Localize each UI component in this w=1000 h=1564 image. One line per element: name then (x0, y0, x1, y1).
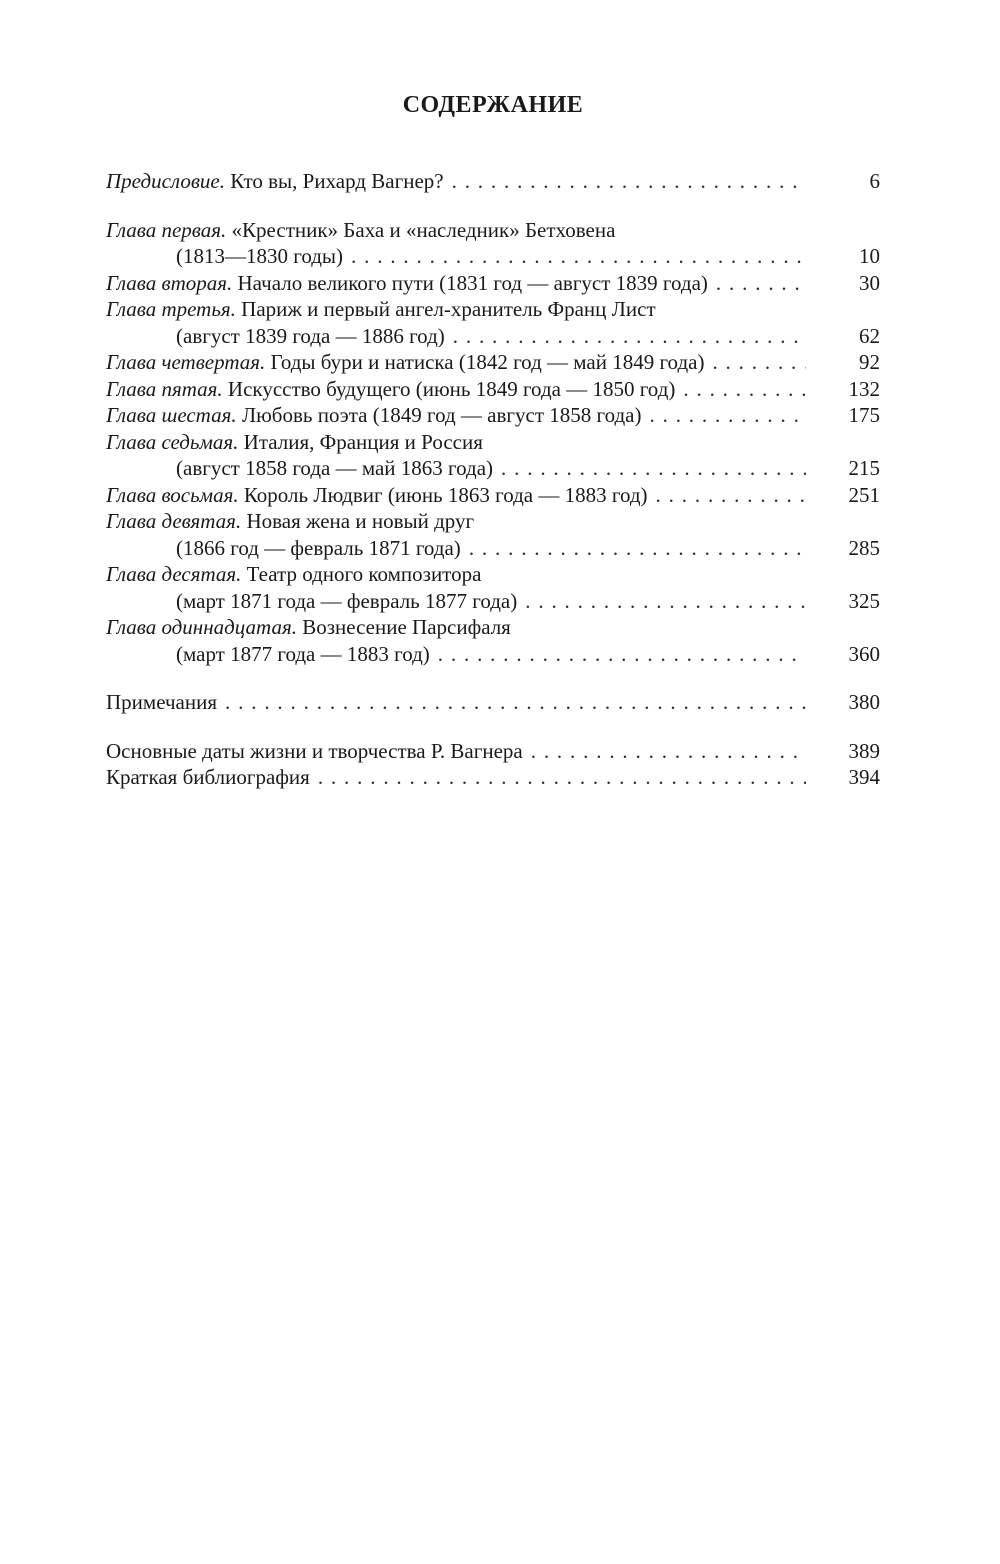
entry-subtitle: (март 1871 года — февраль 1877 года) (176, 588, 518, 613)
page-number: 389 (848, 738, 880, 763)
entry-subtitle: (август 1858 года — май 1863 года) (176, 456, 494, 480)
page-number: 175 (848, 403, 880, 427)
toc-entry-preface[interactable] (106, 168, 880, 195)
entry-title: Начало великого пути (1831 год — август 1839 года) (232, 270, 708, 295)
entry-prefix: Предисловие. (106, 169, 226, 193)
entry-title: Театр одного композитора (241, 562, 482, 586)
dot-leader (525, 588, 806, 615)
entry-title: Вознесение Парсифаля (296, 615, 511, 639)
toc-entry-chapter-3[interactable] (106, 296, 880, 349)
entry-prefix: Глава шестая. (106, 403, 237, 427)
entry-title: Король Людвиг (июнь 1863 года — 1883 год) (238, 482, 648, 507)
dot-leader (650, 402, 807, 429)
entry-prefix: Глава пятая. (106, 376, 223, 401)
dot-leader (318, 764, 806, 791)
entry-prefix: Глава девятая. (106, 509, 242, 533)
table-of-contents (106, 168, 880, 791)
page-number: 360 (848, 641, 880, 666)
page-number: 251 (848, 482, 880, 507)
entry-title: Примечания (106, 690, 218, 714)
entry-prefix: Глава третья. (106, 297, 236, 321)
entry-prefix: Глава десятая. (106, 562, 242, 586)
page-number: 394 (848, 765, 880, 789)
dot-leader (712, 349, 806, 376)
entry-prefix: Глава седьмая. (106, 429, 239, 454)
dot-leader (351, 243, 806, 270)
dot-leader (501, 455, 806, 482)
toc-entry-bibliography[interactable] (106, 764, 880, 791)
toc-entry-chapter-9[interactable] (106, 508, 880, 561)
page-number: 285 (848, 535, 880, 560)
toc-entry-chapter-1[interactable] (106, 217, 880, 270)
dot-leader (225, 689, 806, 716)
page-number: 6 (869, 169, 880, 193)
entry-subtitle: (март 1877 года — 1883 год) (176, 641, 430, 666)
page-number: 92 (859, 350, 880, 374)
entry-title: Краткая библиография (106, 765, 310, 789)
entry-title: Годы бури и натиска (1842 год — май 1849 года) (265, 350, 705, 374)
page-number: 62 (859, 323, 880, 348)
page-number: 215 (848, 456, 880, 480)
dot-leader (716, 270, 806, 297)
toc-entry-notes[interactable] (106, 689, 880, 716)
toc-entry-chapter-6[interactable] (106, 402, 880, 429)
entry-subtitle: (август 1839 года — 1886 год) (176, 323, 445, 348)
toc-entry-chapter-4[interactable] (106, 349, 880, 376)
entry-title: Новая жена и новый друг (241, 509, 475, 533)
entry-title: Любовь поэта (1849 год — август 1858 года) (236, 403, 642, 427)
toc-entry-chapter-11[interactable] (106, 614, 880, 667)
dot-leader (531, 738, 806, 765)
entry-title: Искусство будущего (июнь 1849 года — 1850 год) (222, 376, 676, 401)
dot-leader (452, 168, 806, 195)
page-number: 30 (859, 270, 880, 295)
entry-prefix: Глава восьмая. (106, 482, 239, 507)
dot-leader (656, 482, 806, 509)
page-number: 325 (848, 588, 880, 613)
entry-title: Кто вы, Рихард Вагнер? (225, 169, 444, 193)
entry-title: Основные даты жизни и творчества Р. Вагнера (106, 738, 523, 763)
entry-prefix: Глава вторая. (106, 270, 233, 295)
dot-leader (469, 535, 806, 562)
entry-prefix: Глава одиннадцатая. (106, 615, 297, 639)
dot-leader (683, 376, 806, 403)
entry-title: Париж и первый ангел-хранитель Франц Лист (235, 297, 656, 321)
toc-entry-chapter-5[interactable] (106, 376, 880, 403)
toc-entry-chapter-10[interactable] (106, 561, 880, 614)
entry-prefix: Глава четвертая. (106, 350, 266, 374)
toc-entry-chronology[interactable] (106, 738, 880, 765)
page-title: СОДЕРЖАНИЕ (402, 92, 584, 118)
page-number: 10 (859, 244, 880, 268)
dot-leader (453, 323, 806, 350)
toc-entry-chapter-7[interactable] (106, 429, 880, 482)
entry-subtitle: (1813—1830 годы) (176, 244, 344, 268)
entry-title: «Крестник» Баха и «наследник» Бетховена (226, 217, 616, 242)
entry-prefix: Глава первая. (106, 217, 227, 242)
entry-title: Италия, Франция и Россия (238, 429, 483, 454)
page-number: 380 (848, 690, 880, 714)
entry-subtitle: (1866 год — февраль 1871 года) (176, 535, 461, 560)
dot-leader (438, 641, 806, 668)
toc-entry-chapter-8[interactable] (106, 482, 880, 509)
page-number: 132 (848, 376, 880, 401)
toc-entry-chapter-2[interactable] (106, 270, 880, 297)
